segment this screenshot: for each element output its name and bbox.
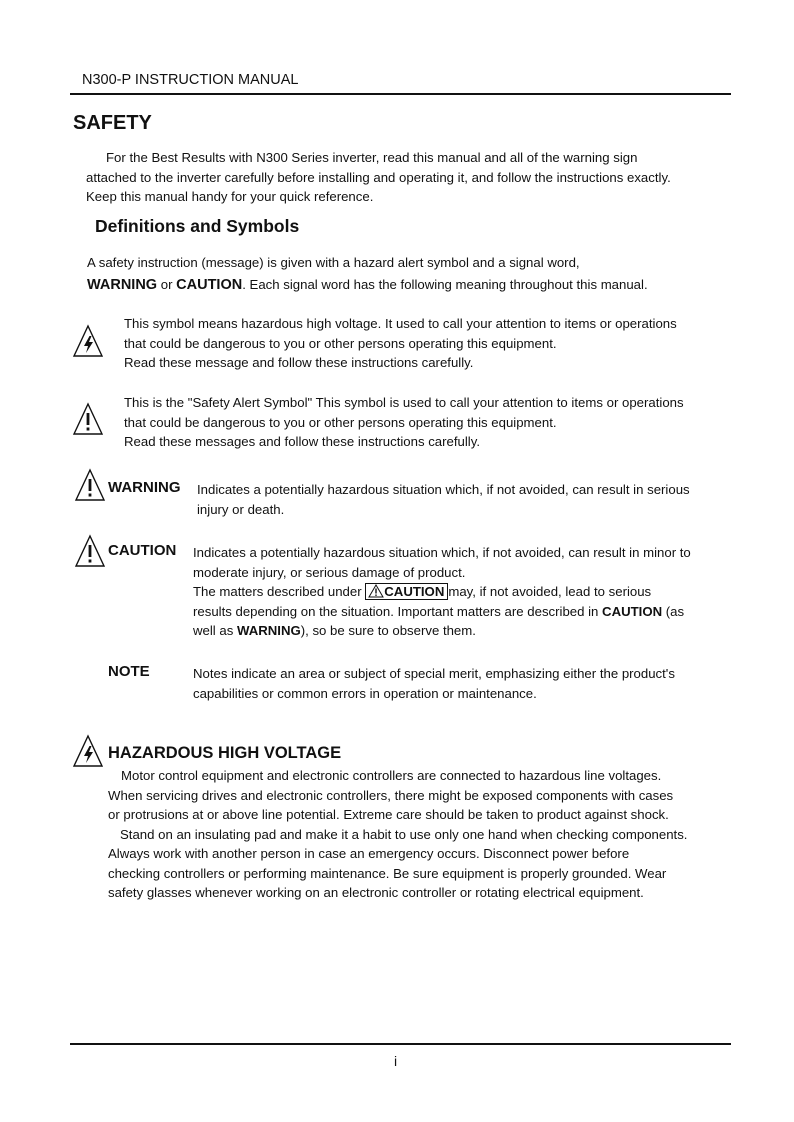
page-number: i bbox=[394, 1053, 398, 1069]
hazard-voltage-icon bbox=[72, 734, 104, 768]
intro-paragraph bbox=[86, 148, 726, 207]
caution-label: CAUTION bbox=[108, 542, 177, 559]
caution-bold-word: CAUTION bbox=[602, 603, 663, 619]
hazard-paragraph bbox=[108, 766, 738, 903]
hazard-line: or protrusions at or above line potential. Extreme care should be taken to product against shock. bbox=[108, 807, 669, 822]
alert-line: that could be dangerous to you or other persons operating this equipment. bbox=[124, 414, 557, 430]
alert-line: Read these messages and follow these instructions carefully. bbox=[124, 434, 481, 449]
definitions-paragraph bbox=[87, 252, 727, 296]
running-header: N300-P INSTRUCTION MANUAL bbox=[82, 72, 299, 88]
caution-line-pre: The matters described under bbox=[193, 584, 366, 599]
caution-line-post: (as bbox=[662, 603, 685, 619]
caution-box-label: CAUTION bbox=[384, 584, 445, 599]
alert-symbol-text bbox=[124, 393, 734, 452]
safety-alert-icon bbox=[72, 402, 104, 436]
caution-line bbox=[193, 582, 733, 602]
intro-line: For the Best Results with N300 Series inverter, read this manual and all of the warning sign bbox=[106, 150, 638, 165]
note-text bbox=[193, 664, 733, 703]
voltage-line: This symbol means hazardous high voltage. It used to call your attention to items or operations bbox=[124, 316, 677, 331]
definitions-title: Definitions and Symbols bbox=[95, 216, 300, 236]
note-line: Notes indicate an area or subject of special merit, emphasizing either the product's bbox=[193, 666, 675, 681]
note-line: capabilities or common errors in operation or maintenance. bbox=[193, 685, 537, 701]
caution-alert-icon bbox=[74, 534, 106, 568]
caution-text bbox=[193, 543, 733, 641]
voltage-symbol-text bbox=[124, 314, 734, 373]
caution-box bbox=[365, 583, 448, 600]
intro-line: Keep this manual handy for your quick reference. bbox=[86, 189, 374, 204]
caution-word: CAUTION bbox=[176, 277, 243, 293]
caution-box-alert-icon bbox=[368, 584, 384, 598]
warning-alert-icon bbox=[74, 468, 106, 502]
caution-line-post: may, if not avoided, lead to serious bbox=[448, 584, 652, 599]
caution-line bbox=[193, 602, 733, 622]
definitions-line-rest: . Each signal word has the following meaning throughout this manual. bbox=[242, 277, 648, 292]
alert-line: This is the "Safety Alert Symbol" This symbol is used to call your attention to items or operations bbox=[124, 395, 684, 410]
definitions-line: A safety instruction (message) is given with a hazard alert symbol and a signal word, bbox=[87, 255, 580, 270]
hazard-line: Always work with another person in case an emergency occurs. Disconnect power before bbox=[108, 846, 630, 861]
or-word: or bbox=[157, 277, 177, 292]
warning-word: WARNING bbox=[87, 277, 158, 293]
caution-line: Indicates a potentially hazardous situation which, if not avoided, can result in minor to bbox=[193, 545, 691, 560]
hazard-line: checking controllers or performing maintenance. Be sure equipment is properly grounded. Wear bbox=[108, 865, 667, 881]
voltage-line: Read these message and follow these instructions carefully. bbox=[124, 355, 474, 370]
intro-line: attached to the inverter carefully before installing and operating it, and follow the instructions exactly. bbox=[86, 169, 671, 185]
warning-label: WARNING bbox=[108, 479, 181, 496]
warning-line: injury or death. bbox=[197, 501, 285, 517]
warning-bold-word: WARNING bbox=[236, 623, 301, 638]
caution-line-post: ), so be sure to observe them. bbox=[300, 623, 476, 638]
note-label: NOTE bbox=[108, 663, 150, 680]
caution-line: moderate injury, or serious damage of product. bbox=[193, 564, 466, 580]
definitions-line bbox=[87, 274, 727, 296]
caution-line bbox=[193, 621, 733, 641]
header-rule bbox=[70, 93, 731, 95]
warning-line: Indicates a potentially hazardous situation which, if not avoided, can result in serious bbox=[197, 482, 690, 497]
hazard-line: safety glasses whenever working on an electronic controller or rotating electrical equipment. bbox=[108, 885, 644, 900]
hazard-line: When servicing drives and electronic controllers, there might be exposed components with cases bbox=[108, 787, 674, 803]
caution-line-pre: results depending on the situation. Important matters are described in bbox=[193, 603, 603, 619]
hazard-line: Stand on an insulating pad and make it a habit to use only one hand when checking components. bbox=[120, 826, 688, 842]
caution-line-pre: well as bbox=[193, 623, 237, 638]
footer-rule bbox=[70, 1043, 731, 1045]
high-voltage-icon bbox=[72, 324, 104, 358]
voltage-line: that could be dangerous to you or other persons operating this equipment. bbox=[124, 335, 557, 351]
hazard-line: Motor control equipment and electronic controllers are connected to hazardous line voltages. bbox=[121, 768, 662, 783]
section-title: SAFETY bbox=[73, 112, 152, 134]
warning-text bbox=[197, 480, 732, 519]
hazard-title: HAZARDOUS HIGH VOLTAGE bbox=[108, 744, 342, 762]
